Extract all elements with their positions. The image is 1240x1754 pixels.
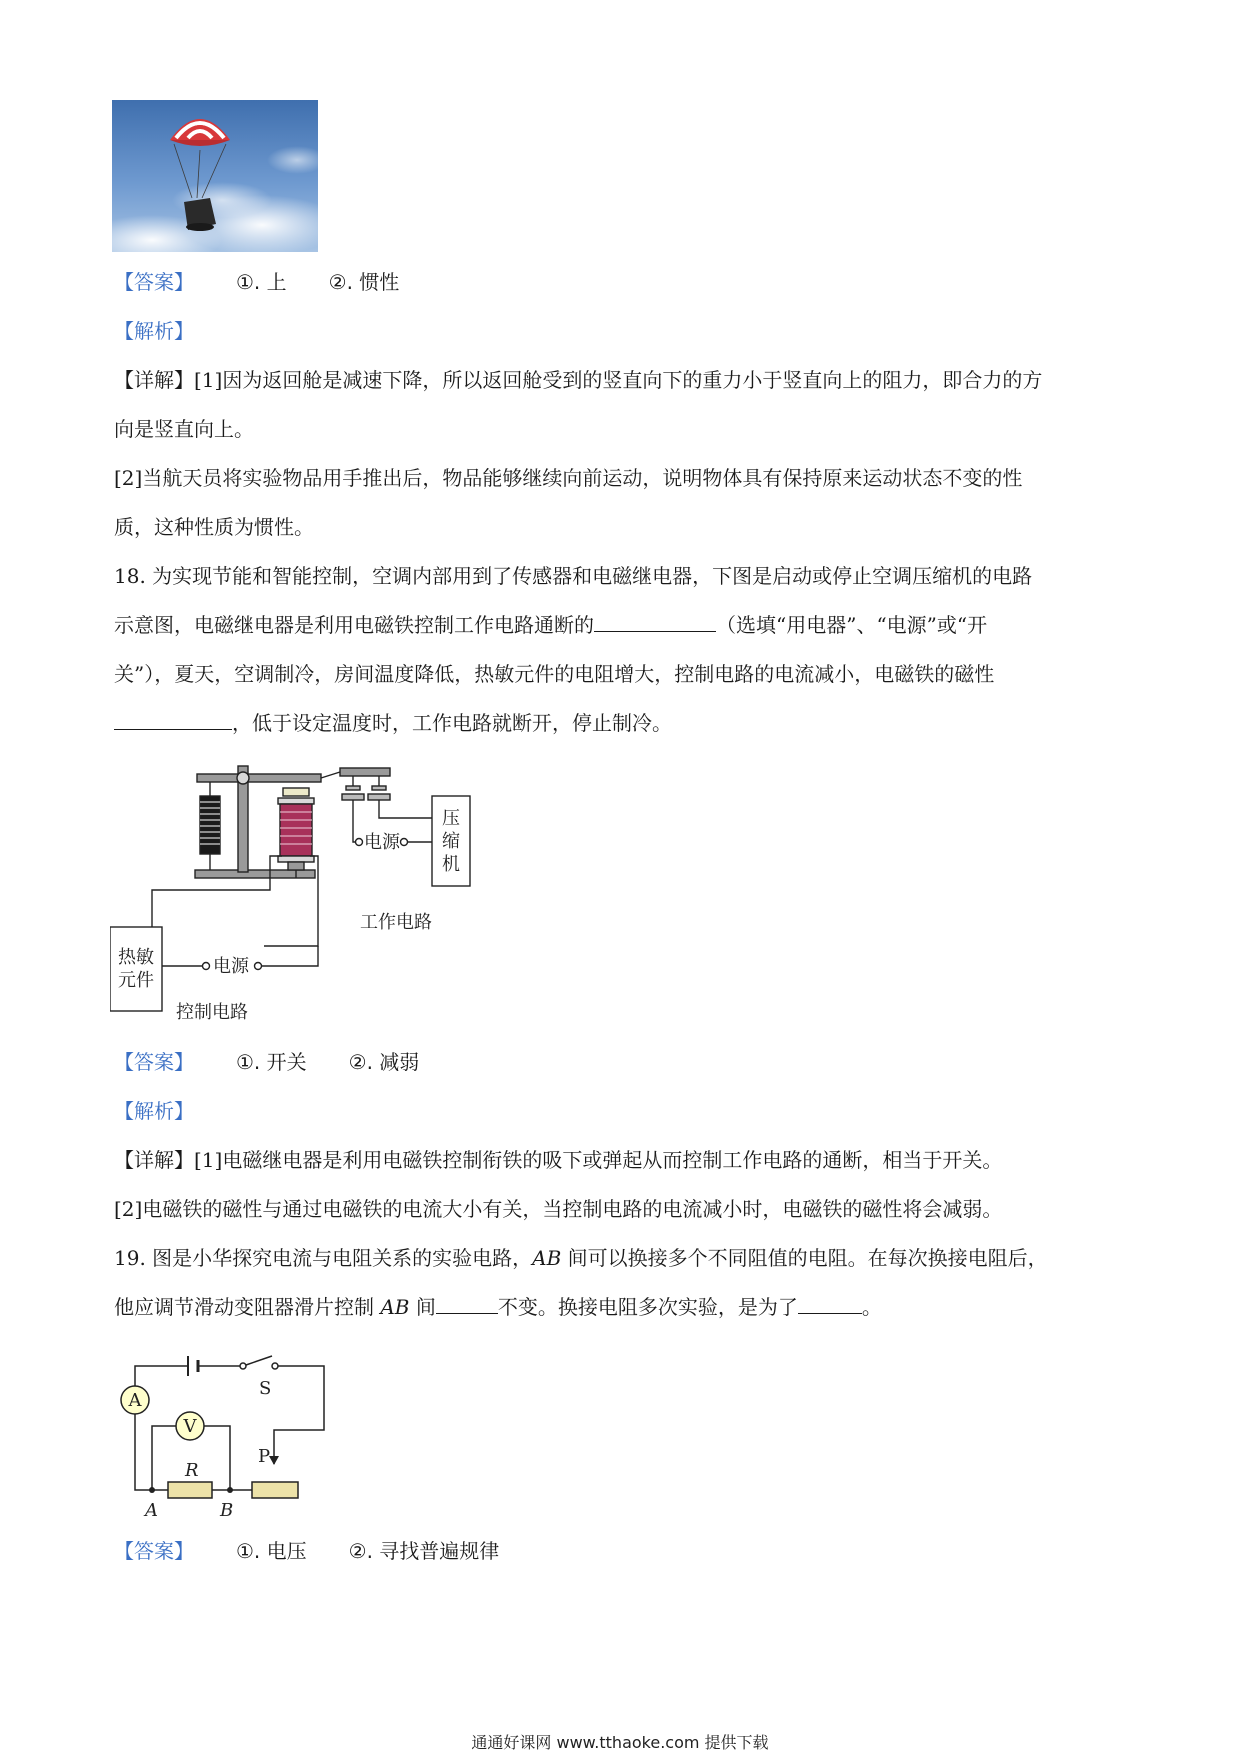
- q19-line2-d: 。: [861, 1295, 882, 1319]
- q18-line2-b: （选填“用电器”、“电源”或“开: [716, 613, 988, 637]
- q17-analysis-line: [114, 317, 194, 345]
- q17-detail-1-line2: 向是竖直向上。: [114, 417, 254, 441]
- q19-line2: [114, 1293, 882, 1321]
- q18-analysis-line: [114, 1097, 194, 1125]
- q18-answer-tag: 【答案】: [114, 1050, 194, 1074]
- compressor-label-1: 压: [442, 808, 460, 829]
- q18-line2: [114, 611, 987, 639]
- thermistor-label-2: 元件: [118, 970, 154, 991]
- q18-blank-2: [114, 709, 232, 730]
- q18-line3: 关”），夏天，空调制冷，房间温度降低，热敏元件的电阻增大，控制电路的电流减小，电磁铁的磁性: [114, 662, 995, 686]
- q19-blank-2: [798, 1293, 862, 1314]
- resistor-label: R: [185, 1460, 199, 1481]
- q19-line1-ab: AB: [532, 1246, 562, 1270]
- q17-answer-tag: 【答案】: [114, 270, 194, 294]
- q17-answer-1: ①. 上: [236, 270, 287, 294]
- page-footer: 通通好课网 www.tthaoke.com 提供下载: [471, 1733, 769, 1752]
- q18-analysis-tag: 【解析】: [114, 1099, 194, 1123]
- q17-detail-2-line2: 质，这种性质为惯性。: [114, 515, 314, 539]
- q18-blank-1: [594, 611, 716, 632]
- q18-line4: [114, 709, 672, 737]
- relay-circuit-diagram: [110, 760, 540, 1025]
- q19-answer-tag: 【答案】: [114, 1539, 194, 1563]
- control-circuit-label: 控制电路: [176, 1002, 248, 1023]
- current-resistance-circuit-figure: [112, 1348, 342, 1518]
- q17-detail-tag: 【详解】: [114, 368, 194, 392]
- q17-detail-1-line1: [114, 366, 1042, 394]
- q18-answer-2: ②. 减弱: [348, 1050, 420, 1074]
- q19-line1: [114, 1244, 1048, 1272]
- q19-line1-b: 间可以换接多个不同阻值的电阻。在每次换接电阻后，: [561, 1246, 1048, 1270]
- q19-blank-1: [436, 1293, 498, 1314]
- compressor-label-2: 缩: [442, 831, 460, 852]
- q17-detail-1-text: [1]因为返回舱是减速下降，所以返回舱受到的竖直向下的重力小于竖直向上的阻力，即合力的方: [194, 368, 1043, 392]
- parachute-capsule-image: [112, 100, 318, 252]
- q19-line2-b: 间: [409, 1295, 436, 1319]
- q18-answer-1: ①. 开关: [236, 1050, 307, 1074]
- slider-label: P: [258, 1446, 271, 1467]
- q17-detail-2-line1: [2]当航天员将实验物品用手推出后，物品能够继续向前运动，说明物体具有保持原来运动状态不变的性: [114, 466, 1023, 490]
- point-a-label: A: [145, 1500, 158, 1518]
- current-resistance-circuit-diagram: [112, 1348, 342, 1518]
- work-power-label: 电源: [364, 832, 400, 853]
- q19-line1-a: 19. 图是小华探究电流与电阻关系的实验电路，: [114, 1246, 533, 1270]
- voltmeter-label: V: [183, 1416, 197, 1437]
- q18-line1: 18. 为实现节能和智能控制，空调内部用到了传感器和电磁继电器，下图是启动或停止空调压缩机的电路: [114, 564, 1033, 588]
- q19-answer-1: ①. 电压: [236, 1539, 307, 1563]
- relay-circuit-figure: [110, 760, 540, 1025]
- ammeter-label: A: [128, 1390, 142, 1411]
- q19-line2-ab: AB: [380, 1295, 410, 1319]
- compressor-label-3: 机: [442, 854, 460, 875]
- switch-label: S: [259, 1378, 272, 1399]
- q18-answer-line: [114, 1048, 419, 1076]
- control-power-label: 电源: [213, 956, 249, 977]
- q19-line2-c: 不变。换接电阻多次实验，是为了: [497, 1295, 798, 1319]
- q19-line2-a: 他应调节滑动变阻器滑片控制: [114, 1295, 381, 1319]
- q17-answer-2: ②. 惯性: [328, 270, 400, 294]
- q18-detail-2-line: [2]电磁铁的磁性与通过电磁铁的电流大小有关，当控制电路的电流减小时，电磁铁的磁性将会减弱。: [114, 1197, 1003, 1221]
- thermistor-label-1: 热敏: [118, 947, 154, 968]
- q19-answer-2: ②. 寻找普遍规律: [348, 1539, 500, 1563]
- point-b-label: B: [220, 1500, 234, 1518]
- q18-detail-1-text: [1]电磁继电器是利用电磁铁控制衔铁的吸下或弹起从而控制工作电路的通断，相当于开关。: [194, 1148, 1003, 1172]
- work-circuit-label: 工作电路: [360, 912, 432, 933]
- q18-detail-1-line: [114, 1146, 1002, 1174]
- q18-line2-a: 示意图，电磁继电器是利用电磁铁控制工作电路通断的: [114, 613, 594, 637]
- q18-detail-tag: 【详解】: [114, 1148, 194, 1172]
- q17-answer-line: [114, 268, 399, 296]
- q17-analysis-tag: 【解析】: [114, 319, 194, 343]
- parachute-capsule-photo: [112, 100, 318, 252]
- q19-answer-line: [114, 1537, 499, 1565]
- q18-line4-b: ，低于设定温度时，工作电路就断开，停止制冷。: [232, 711, 672, 735]
